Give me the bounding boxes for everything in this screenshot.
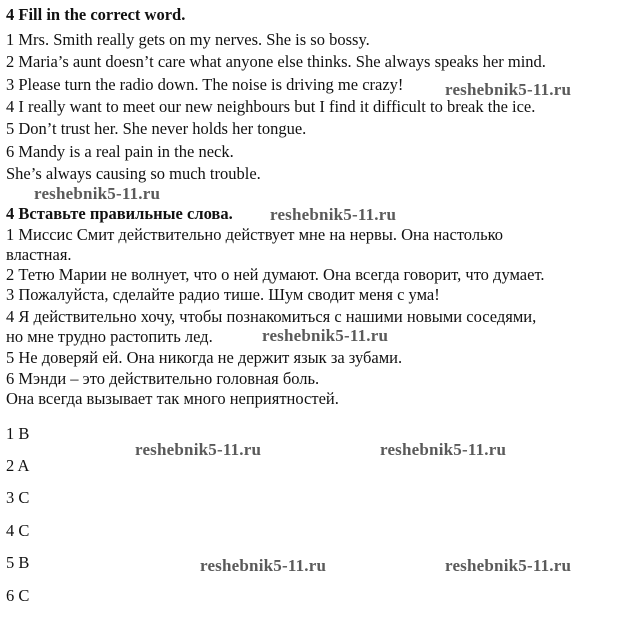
answer-item: 5 B (6, 553, 30, 572)
watermark-text: reshebnik5-11.ru (445, 556, 572, 575)
answer-item: 3 C (6, 488, 30, 507)
english-line: 2 Maria’s aunt doesn’t care what anyone else thinks. She always speaks her mind. (6, 52, 546, 71)
answer-item: 2 A (6, 456, 30, 475)
russian-line: 4 Я действительно хочу, чтобы познакомиться с нашими новыми соседями, (6, 307, 537, 326)
watermark-text: reshebnik5-11.ru (262, 326, 389, 345)
english-heading: 4 Fill in the correct word. (6, 5, 186, 24)
russian-line: но мне трудно растопить лед. (6, 327, 213, 346)
russian-line: 1 Миссис Смит действительно действует мне на нервы. Она настолько (6, 225, 504, 244)
answer-item: 6 C (6, 586, 30, 605)
answer-item: 1 B (6, 424, 30, 443)
watermark-text: reshebnik5-11.ru (445, 80, 572, 99)
english-line: 5 Don’t trust her. She never holds her tongue. (6, 119, 307, 138)
russian-line: 3 Пожалуйста, сделайте радио тише. Шум сводит меня с ума! (6, 285, 440, 304)
english-line: 1 Mrs. Smith really gets on my nerves. She is so bossy. (6, 30, 370, 49)
answer-item: 4 C (6, 521, 30, 540)
english-line: She’s always causing so much trouble. (6, 164, 261, 183)
watermark-text: reshebnik5-11.ru (135, 440, 262, 459)
watermark-text: reshebnik5-11.ru (34, 184, 161, 203)
watermark-text: reshebnik5-11.ru (270, 205, 397, 224)
english-line: 4 I really want to meet our new neighbours but I find it difficult to break the ice. (6, 97, 536, 116)
russian-line: властная. (6, 245, 72, 264)
russian-line: 5 Не доверяй ей. Она никогда не держит язык за зубами. (6, 348, 403, 367)
watermark-text: reshebnik5-11.ru (380, 440, 507, 459)
english-line: 3 Please turn the radio down. The noise is driving me crazy! (6, 75, 404, 94)
english-line: 6 Mandy is a real pain in the neck. (6, 142, 234, 161)
russian-line: 2 Тетю Марии не волнует, что о ней думают. Она всегда говорит, что думает. (6, 265, 545, 284)
russian-heading: 4 Вставьте правильные слова. (6, 204, 233, 223)
watermark-text: reshebnik5-11.ru (200, 556, 327, 575)
russian-line: Она всегда вызывает так много неприятностей. (6, 389, 339, 408)
russian-line: 6 Мэнди – это действительно головная боль. (6, 369, 320, 388)
